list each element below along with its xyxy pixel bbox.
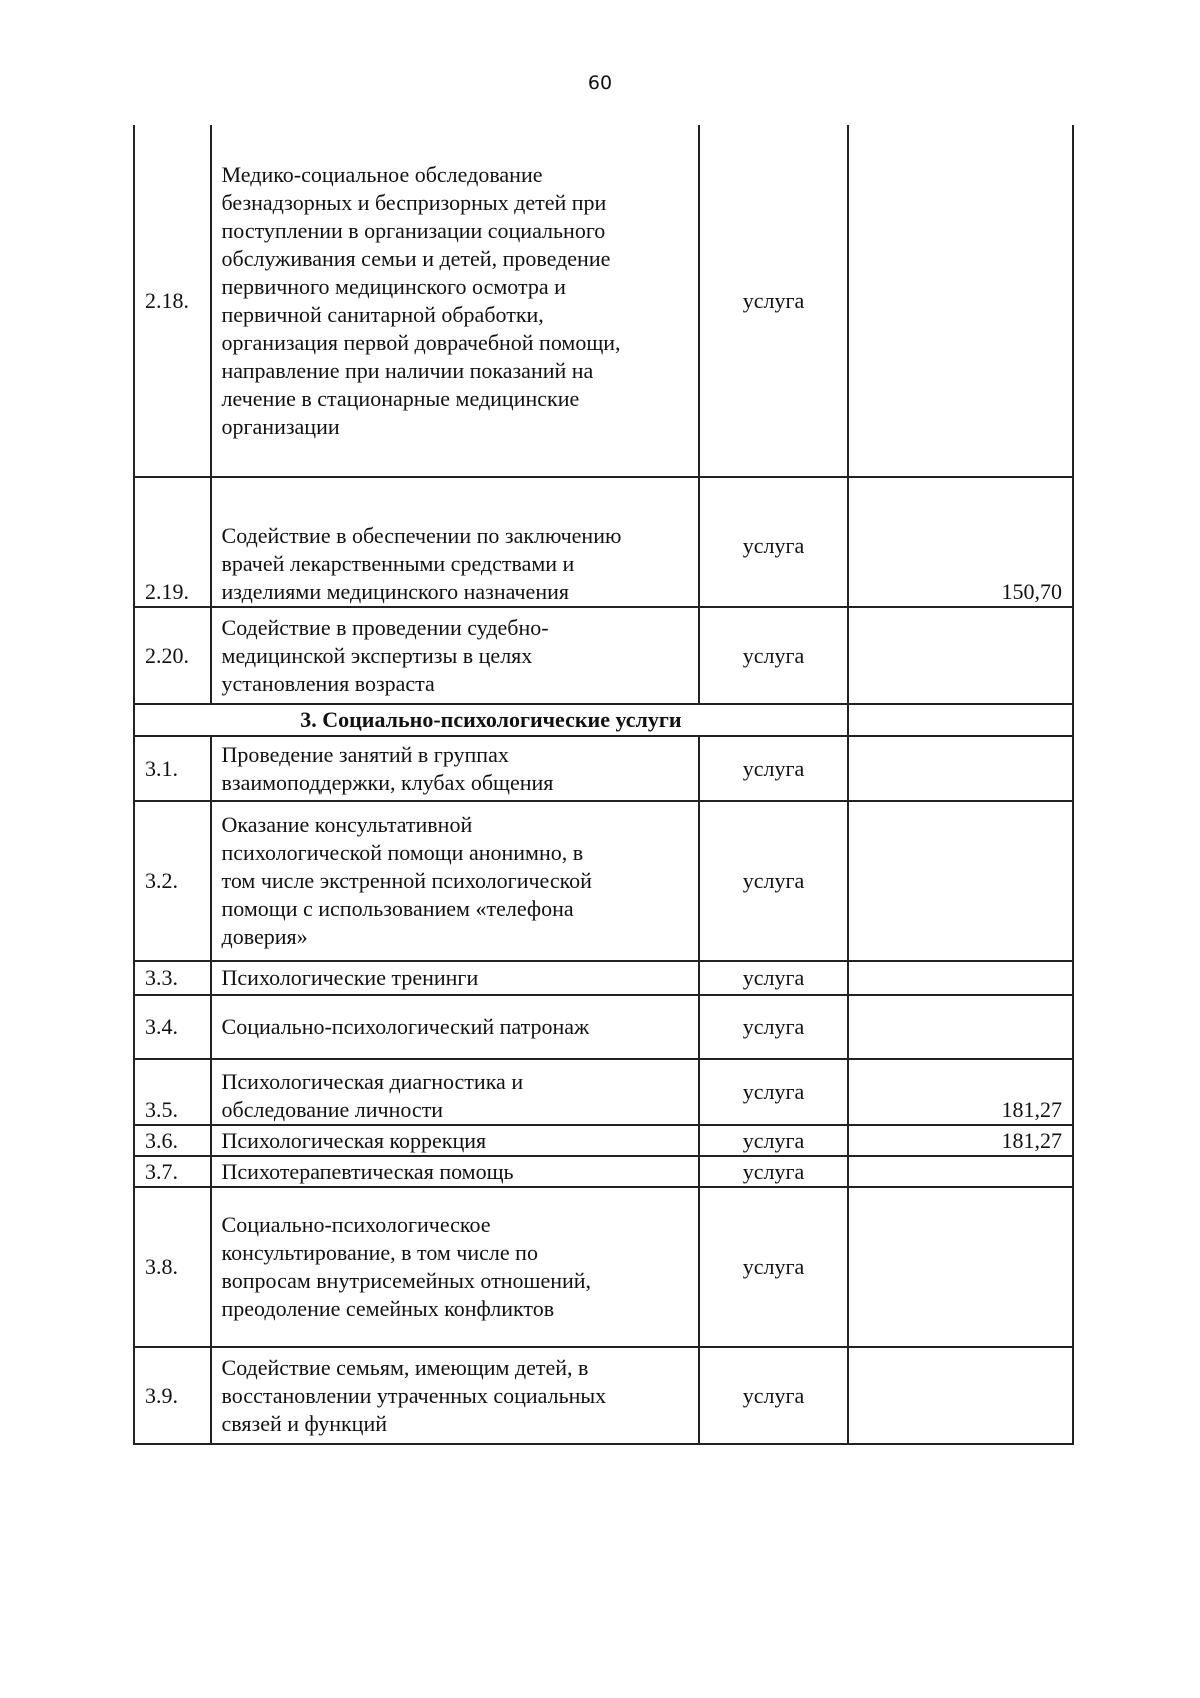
price-cell xyxy=(848,995,1073,1059)
table-row xyxy=(134,607,1073,704)
service-name: Психологическая диагностика и обследование личности xyxy=(211,1059,700,1125)
table-row xyxy=(134,736,1073,801)
table-row xyxy=(134,1347,1073,1444)
price-cell: 181,27 xyxy=(848,1059,1073,1125)
price-cell xyxy=(848,1156,1073,1187)
page-number: 60 xyxy=(587,72,613,94)
service-name: Содействие в обеспечении по заключению врачей лекарственными средствами и изделиями медицинского назначения xyxy=(211,477,700,607)
price-cell xyxy=(848,736,1073,801)
unit-cell: услуга xyxy=(699,801,848,961)
table-row xyxy=(134,1125,1073,1156)
service-name: Проведение занятий в группах взаимоподдержки, клубах общения xyxy=(211,736,700,801)
unit-cell: услуга xyxy=(699,995,848,1059)
row-number: 3.8. xyxy=(134,1187,211,1347)
unit-cell: услуга xyxy=(699,1156,848,1187)
service-name: Психологическая коррекция xyxy=(211,1125,700,1156)
row-number: 3.1. xyxy=(134,736,211,801)
price-cell xyxy=(848,961,1073,995)
row-number: 2.20. xyxy=(134,607,211,704)
row-number: 3.5. xyxy=(134,1059,211,1125)
services-table xyxy=(133,125,1074,1445)
unit-cell: услуга xyxy=(699,477,848,607)
table-row xyxy=(134,995,1073,1059)
section-title: 3. Социально-психологические услуги xyxy=(134,704,848,736)
row-number: 3.3. xyxy=(134,961,211,995)
unit-cell: услуга xyxy=(699,1347,848,1444)
unit-cell: услуга xyxy=(699,961,848,995)
price-cell xyxy=(848,801,1073,961)
service-name: Содействие семьям, имеющим детей, в восстановлении утраченных социальных связей и функций xyxy=(211,1347,700,1444)
unit-cell: услуга xyxy=(699,1125,848,1156)
service-name: Содействие в проведении судебно- медицинской экспертизы в целях установления возраста xyxy=(211,607,700,704)
service-name: Социально-психологический патронаж xyxy=(211,995,700,1059)
unit-cell: услуга xyxy=(699,125,848,477)
price-cell xyxy=(848,1187,1073,1347)
price-cell xyxy=(848,607,1073,704)
row-number: 3.9. xyxy=(134,1347,211,1444)
unit-cell: услуга xyxy=(699,607,848,704)
row-number: 2.18. xyxy=(134,125,211,477)
unit-cell: услуга xyxy=(699,1059,848,1125)
price-cell: 181,27 xyxy=(848,1125,1073,1156)
table-row xyxy=(134,125,1073,477)
price-cell xyxy=(848,1347,1073,1444)
table-row xyxy=(134,477,1073,607)
table-row xyxy=(134,1059,1073,1125)
row-number: 3.6. xyxy=(134,1125,211,1156)
table-row xyxy=(134,961,1073,995)
price-cell xyxy=(848,704,1073,736)
row-number: 3.2. xyxy=(134,801,211,961)
service-name: Оказание консультативной психологической помощи анонимно, в том числе экстренной психологической помощи с использованием «телефона доверия» xyxy=(211,801,700,961)
row-number: 3.4. xyxy=(134,995,211,1059)
price-cell: 150,70 xyxy=(848,477,1073,607)
table-row xyxy=(134,1187,1073,1347)
unit-cell: услуга xyxy=(699,1187,848,1347)
table-row xyxy=(134,801,1073,961)
service-name: Психотерапевтическая помощь xyxy=(211,1156,700,1187)
service-name: Медико-социальное обследование безнадзорных и беспризорных детей при поступлении в организации социального обслуживания семьи и детей, проведение первичного медицинского осмотра и первичной санитарной обработки, организация первой доврачебной помощи, направление при наличии показаний на лечение в стационарные медицинские организации xyxy=(211,125,700,477)
service-name: Социально-психологическое консультирование, в том числе по вопросам внутрисемейных отношений, преодоление семейных конфликтов xyxy=(211,1187,700,1347)
table-row xyxy=(134,1156,1073,1187)
service-name: Психологические тренинги xyxy=(211,961,700,995)
row-number: 2.19. xyxy=(134,477,211,607)
unit-cell: услуга xyxy=(699,736,848,801)
price-cell xyxy=(848,125,1073,477)
section-header-row xyxy=(134,704,1073,736)
row-number: 3.7. xyxy=(134,1156,211,1187)
